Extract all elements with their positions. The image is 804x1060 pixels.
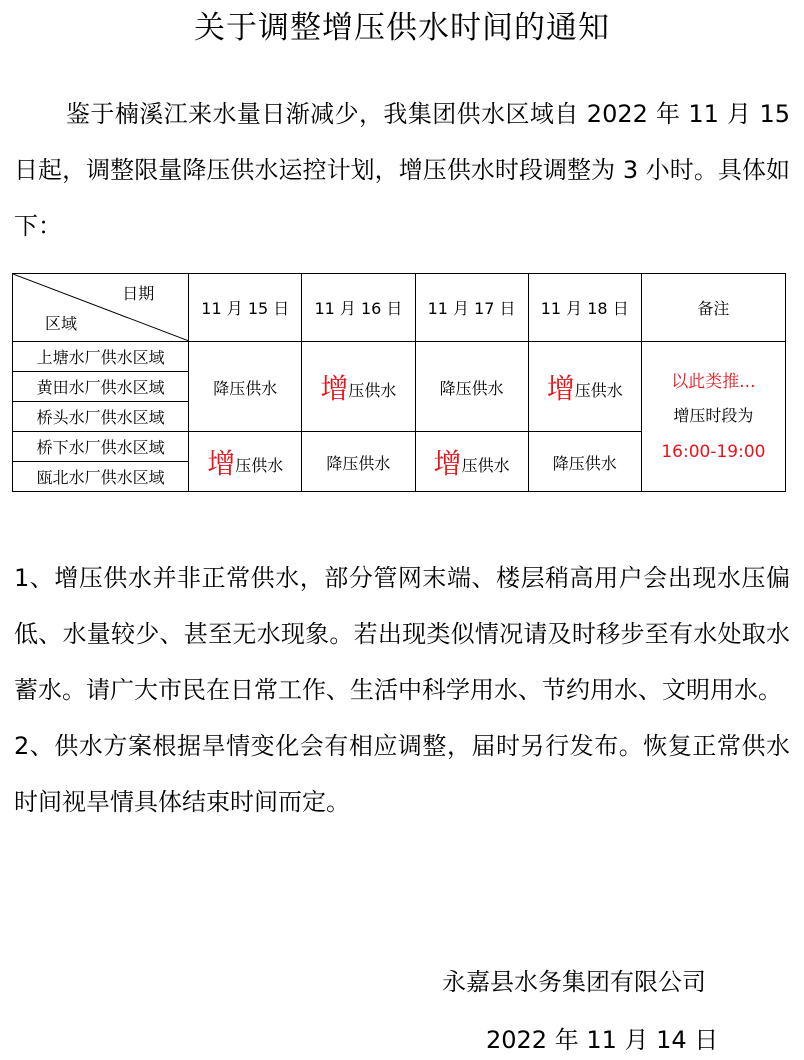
note-header: 备注 bbox=[641, 274, 785, 342]
schedule-text: 降压供水 bbox=[326, 454, 391, 473]
boost-marker: 增 bbox=[433, 446, 462, 480]
corner-date-label: 日期 bbox=[122, 284, 155, 303]
schedule-text: 压供水 bbox=[574, 380, 623, 400]
notice-items bbox=[14, 550, 790, 830]
schedule-cell bbox=[415, 342, 528, 432]
schedule-text: 压供水 bbox=[461, 455, 510, 475]
boost-marker: 增 bbox=[546, 371, 575, 405]
schedule-text: 降压供水 bbox=[552, 454, 617, 473]
schedule-text: 压供水 bbox=[348, 380, 397, 400]
schedule-text: 降压供水 bbox=[213, 379, 278, 398]
schedule-table bbox=[12, 273, 786, 492]
note-line: 增压时段为 bbox=[673, 405, 754, 425]
notice-item: 2、供水方案根据旱情变化会有相应调整，届时另行发布。恢复正常供水时间视旱情具体结束时间而定。 bbox=[14, 732, 790, 816]
date-header: 11 月 15 日 bbox=[189, 274, 302, 342]
schedule-cell bbox=[189, 432, 302, 492]
intro-paragraph: 鉴于楠溪江来水量日渐减少，我集团供水区域自 2022 年 11 月 15 日起，调整限量降压供水运控计划，增压供水时段调整为 3 小时。具体如下： bbox=[14, 100, 790, 240]
schedule-cell bbox=[189, 342, 302, 432]
date-header: 11 月 18 日 bbox=[528, 274, 641, 342]
schedule-text: 压供水 bbox=[235, 455, 284, 475]
note-time-range: 16:00-19:00 bbox=[661, 441, 766, 462]
schedule-cell bbox=[528, 432, 641, 492]
area-label: 桥头水厂供水区域 bbox=[13, 402, 189, 432]
date-header: 11 月 17 日 bbox=[415, 274, 528, 342]
boost-marker: 增 bbox=[320, 371, 349, 405]
note-line: 以此类推... bbox=[671, 371, 756, 392]
table-row bbox=[13, 342, 786, 372]
schedule-cell bbox=[302, 342, 415, 432]
area-label: 瓯北水厂供水区域 bbox=[13, 462, 189, 492]
area-label: 桥下水厂供水区域 bbox=[13, 432, 189, 462]
area-label: 黄田水厂供水区域 bbox=[13, 372, 189, 402]
corner-area-label: 区域 bbox=[45, 314, 78, 333]
schedule-text: 降压供水 bbox=[439, 379, 504, 398]
corner-cell bbox=[13, 274, 189, 342]
issuer-name: 永嘉县水务集团有限公司 bbox=[442, 968, 706, 996]
notice-item: 1、增压供水并非正常供水，部分管网末端、楼层稍高用户会出现水压偏低、水量较少、甚至无水现象。若出现类似情况请及时移步至有水处取水蓄水。请广大市民在日常工作、生活中科学用水、节约用水、文明用水。 bbox=[14, 564, 790, 704]
issue-date: 2022 年 11 月 14 日 bbox=[486, 1026, 719, 1054]
schedule-cell bbox=[415, 432, 528, 492]
table-header-row bbox=[13, 274, 786, 342]
notice-title: 关于调整增压供水时间的通知 bbox=[194, 10, 610, 46]
note-cell bbox=[641, 342, 785, 492]
area-label: 上塘水厂供水区域 bbox=[13, 342, 189, 372]
schedule-cell bbox=[302, 432, 415, 492]
boost-marker: 增 bbox=[207, 446, 236, 480]
schedule-cell bbox=[528, 342, 641, 432]
date-header: 11 月 16 日 bbox=[302, 274, 415, 342]
diagonal-divider bbox=[13, 274, 189, 341]
